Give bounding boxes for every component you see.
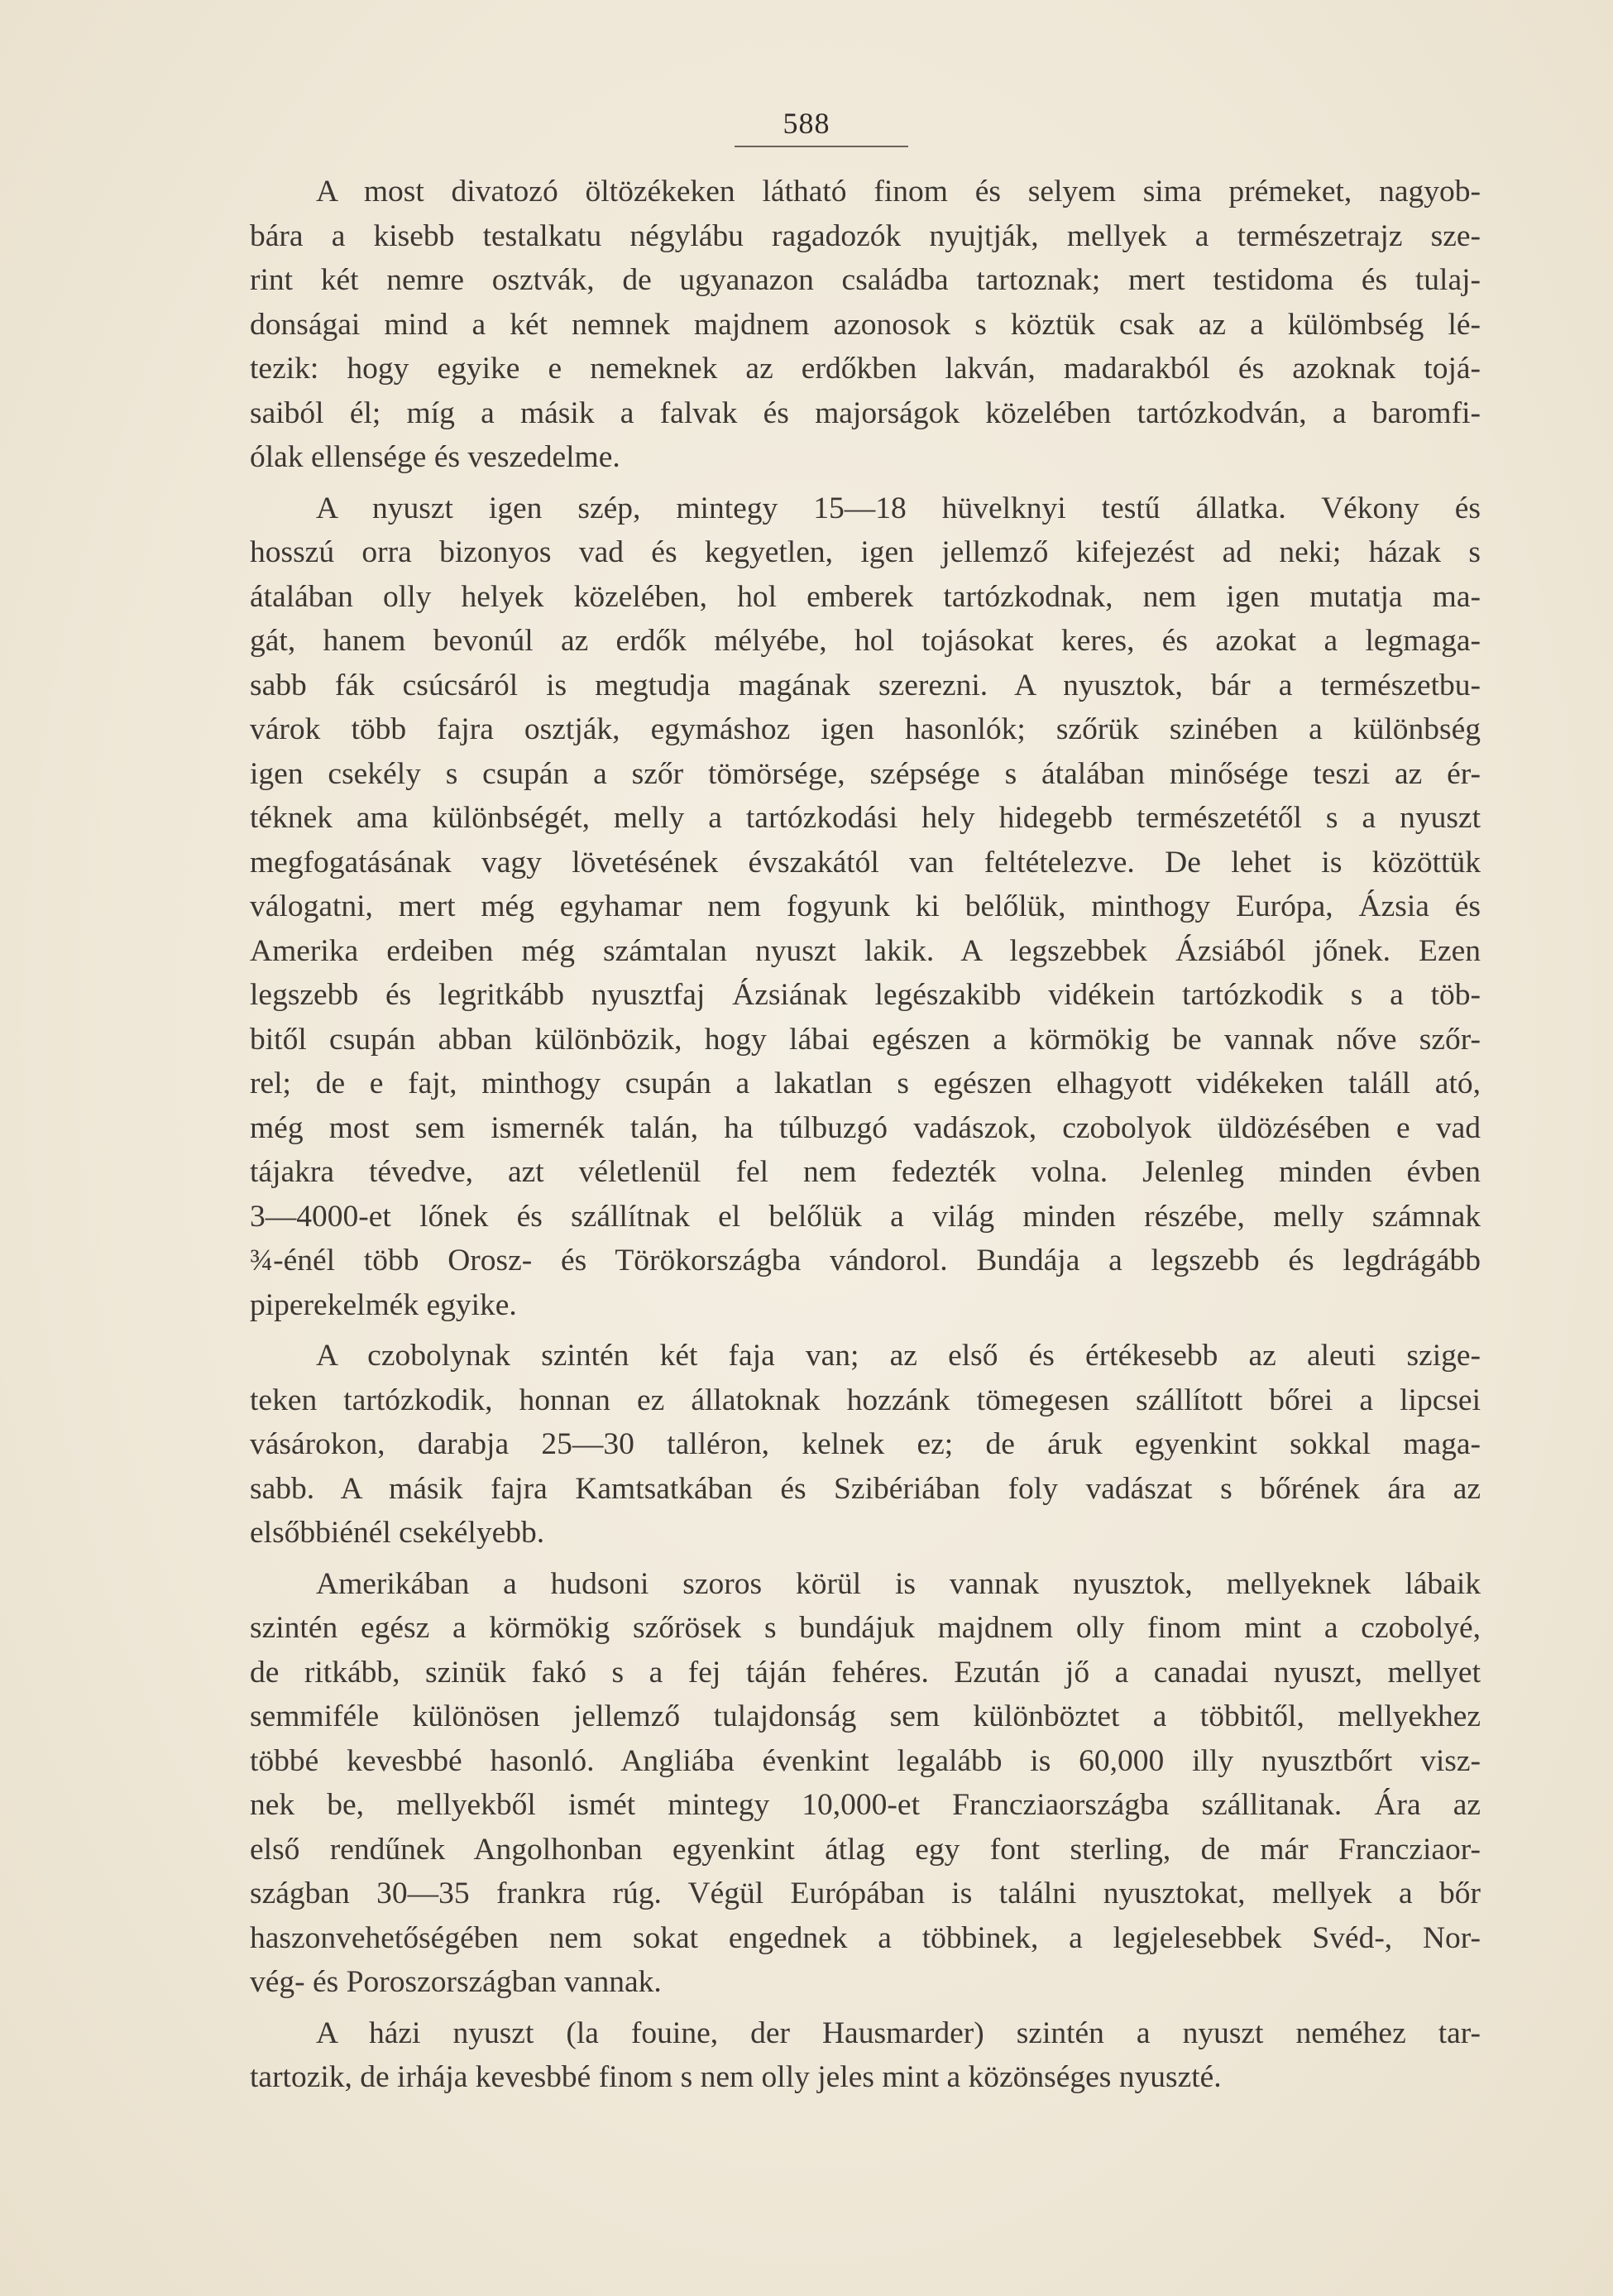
page-number: 588 xyxy=(783,107,830,140)
text-line: nek be, mellyekből ismét mintegy 10,000-et Francziaországba szállitanak. Ára az xyxy=(250,1788,1481,1822)
text-line: sabb. A másik fajra Kamtsatkában és Szibériában foly vadászat s bőrének ára az xyxy=(250,1471,1481,1506)
paragraph-3 xyxy=(250,1334,1481,1555)
paragraph-5 xyxy=(250,2011,1481,2100)
text-line: piperekelmék egyike. xyxy=(250,1287,517,1322)
text-line: tájakra tévedve, azt véletlenül fel nem fedezték volna. Jelenleg minden évben xyxy=(250,1155,1481,1189)
text-line: 3—4000-et lőnek és szállítnak el belőlük a világ minden részébe, melly számnak xyxy=(250,1199,1481,1234)
text-line: bitől csupán abban különbözik, hogy lábai egészen a körmökig be vannak nőve szőr- xyxy=(250,1022,1481,1057)
text-line: donságai mind a két nemnek majdnem azonosok s köztük csak az a külömbség lé- xyxy=(250,307,1481,342)
text-line: várok több fajra osztják, egymáshoz igen hasonlók; szőrük szinében a különbség xyxy=(250,712,1481,746)
text-line: válogatni, mert még egyhamar nem fogyunk ki belőlük, minthogy Európa, Ázsia és xyxy=(250,889,1481,923)
text-line: legszebb és legritkább nyusztfaj Ázsiának legészakibb vidékein tartózkodik s a töb- xyxy=(250,978,1481,1012)
text-line: ólak ellensége és veszedelme. xyxy=(250,440,620,474)
text-line: haszonvehetőségében nem sokat engednek a többinek, a legjelesebbek Svéd-, Nor- xyxy=(250,1920,1481,1955)
text-line: saiból él; míg a másik a falvak és majorságok közelében tartózkodván, a baromfi- xyxy=(250,395,1481,430)
text-line: átalában olly helyek közelében, hol emberek tartózkodnak, nem igen mutatja ma- xyxy=(250,579,1481,614)
text-line: gát, hanem bevonúl az erdők mélyébe, hol tojásokat keres, és azokat a legmaga- xyxy=(250,624,1481,658)
text-line: teken tartózkodik, honnan ez állatoknak hozzánk tömegesen szállított bőrei a lipcsei xyxy=(250,1383,1481,1417)
text-line: rint két nemre osztvák, de ugyanazon családba tartoznak; mert testidoma és tulaj- xyxy=(250,263,1481,297)
text-line: igen csekély s csupán a szőr tömörsége, szépsége s átalában minősége teszi az ér- xyxy=(250,756,1481,791)
paragraph-2 xyxy=(250,487,1481,1328)
text-line: de ritkább, szinük fakó s a fej táján fehéres. Ezután jő a canadai nyuszt, mellyet xyxy=(250,1655,1481,1690)
text-line: elsőbbiénél csekélyebb. xyxy=(250,1516,545,1550)
body-text xyxy=(250,170,1481,2100)
text-line: vég- és Poroszországban vannak. xyxy=(250,1965,662,1999)
text-line: semmiféle különösen jellemző tulajdonság sem különböztet a többitől, mellyekhez xyxy=(250,1699,1481,1733)
text-line: Amerika erdeiben még számtalan nyuszt lakik. A legszebbek Ázsiából jőnek. Ezen xyxy=(250,933,1481,968)
text-line: szágban 30—35 frankra rúg. Végül Európában is találni nyusztokat, mellyek a bőr xyxy=(250,1877,1481,1910)
text-line: megfogatásának vagy lövetésének évszakától van feltételezve. De lehet is közöttük xyxy=(250,845,1481,880)
text-line: sabb fák csúcsáról is megtudja magának szerezni. A nyusztok, bár a természetbu- xyxy=(250,668,1481,702)
text-line: A házi nyuszt (la fouine, der Hausmarder) szintén a nyuszt neméhez tar- xyxy=(316,2016,1481,2050)
text-line: A czobolynak szintén két faja van; az első és értékesebb az aleuti szige- xyxy=(316,1339,1481,1373)
text-line: többé kevesbbé hasonló. Angliába évenkint legalább is 60,000 illy nyusztbőrt visz- xyxy=(250,1743,1481,1778)
text-line: rel; de e fajt, minthogy csupán a lakatlan s egészen elhagyott vidékeken találl ató, xyxy=(250,1067,1481,1100)
text-line: még most sem ismernék talán, ha túlbuzgó vadászok, czobolyok üldözésében e vad xyxy=(250,1110,1481,1145)
text-line: A most divatozó öltözékeken látható finom és selyem sima prémeket, nagyob- xyxy=(316,175,1481,209)
text-line: A nyuszt igen szép, mintegy 15—18 hüvelknyi testű állatka. Vékony és xyxy=(316,491,1481,525)
text-line: első rendűnek Angolhonban egyenkint átlag egy font sterling, de már Francziaor- xyxy=(250,1832,1481,1867)
text-line: tartozik, de irhája kevesbbé finom s nem olly jeles mint a közönséges nyuszté. xyxy=(250,2060,1222,2094)
paragraph-1 xyxy=(250,170,1481,480)
text-line: Amerikában a hudsoni szoros körül is vannak nyusztok, mellyeknek lábaik xyxy=(316,1566,1481,1601)
text-line: szintén egész a körmökig szőrösek s bundájuk majdnem olly finom mint a czobolyé, xyxy=(250,1611,1481,1645)
text-line: vásárokon, darabja 25—30 talléron, kelnek ez; de áruk egyenkint sokkal maga- xyxy=(250,1427,1481,1461)
header-rule xyxy=(735,146,908,147)
paragraph-4 xyxy=(250,1562,1481,2005)
text-line: téknek ama különbségét, melly a tartózkodási hely hidegebb természetétől s a nyuszt xyxy=(250,801,1481,835)
text-line: tezik: hogy egyike e nemeknek az erdőkben lakván, madarakból és azoknak tojá- xyxy=(250,352,1481,386)
text-line: bára a kisebb testalkatu négylábu ragadozók nyujtják, mellyek a természetrajz sze- xyxy=(250,218,1481,253)
text-line: ¾-énél több Orosz- és Törökországba vándorol. Bundája a legszebb és legdrágább xyxy=(250,1244,1481,1277)
text-line: hosszú orra bizonyos vad és kegyetlen, igen jellemző kifejezést ad neki; házak s xyxy=(250,535,1481,569)
